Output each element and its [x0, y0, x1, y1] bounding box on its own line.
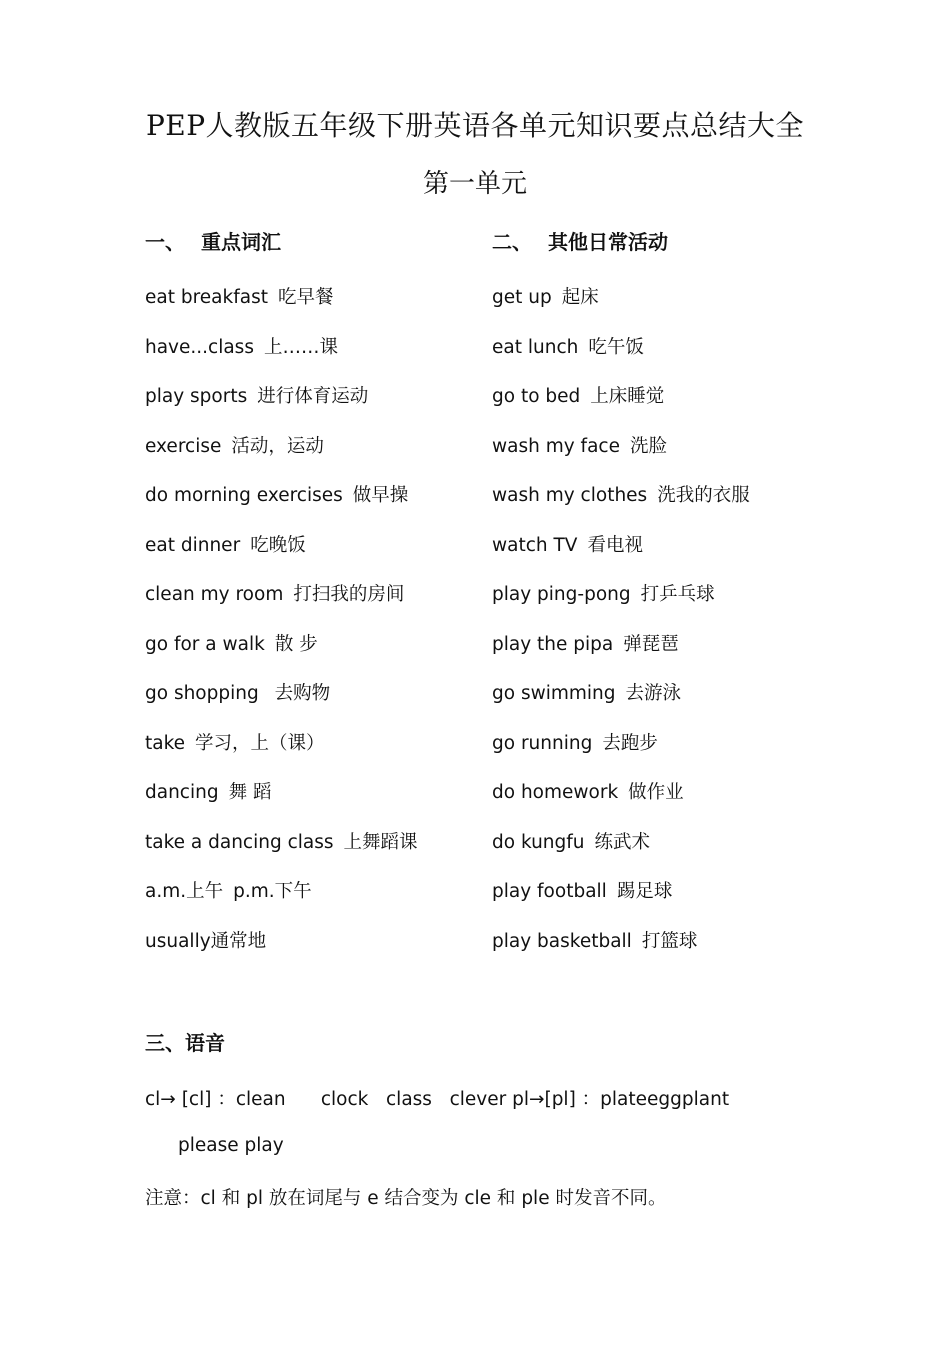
vocab-item — [145, 681, 418, 731]
english-term: have...class — [145, 336, 254, 358]
english-term: play football — [492, 881, 607, 902]
english-term: do kungfu — [492, 831, 585, 853]
chinese-meaning: 散 步 — [274, 633, 318, 655]
chinese-meaning: 上……课 — [263, 336, 338, 358]
chinese-meaning: 打扫我的房间 — [293, 584, 405, 605]
vocab-item — [492, 285, 750, 335]
vocab-item — [492, 483, 750, 533]
chinese-meaning: 上舞蹈课 — [343, 831, 418, 853]
english-term: do homework — [492, 782, 619, 803]
vocab-item — [145, 483, 418, 533]
section-heading-phonics: 三、语音 — [145, 1031, 225, 1055]
chinese-meaning: 吃晚饭 — [250, 534, 306, 556]
section-number: 二、 — [492, 230, 532, 254]
section-number: 一、 — [145, 230, 185, 254]
vocab-item — [145, 335, 418, 385]
chinese-meaning: 吃早餐 — [277, 287, 334, 308]
vocab-item — [145, 582, 418, 632]
vocab-item — [492, 681, 750, 731]
english-term: do morning exercises — [145, 485, 343, 506]
english-term: eat lunch — [492, 336, 579, 358]
vocab-item — [492, 335, 750, 385]
english-term: play ping-pong — [492, 584, 631, 605]
english-term: go for a walk — [145, 633, 265, 655]
vocab-item — [492, 929, 750, 979]
section-heading-daily-activities — [492, 226, 668, 255]
chinese-meaning: 去购物 — [274, 683, 331, 704]
english-term: go running — [492, 732, 593, 754]
english-term: take — [145, 732, 186, 754]
chinese-meaning: 看电视 — [587, 534, 643, 556]
english-term: eat breakfast — [145, 287, 268, 308]
vocab-item — [492, 780, 750, 830]
chinese-meaning: 去游泳 — [625, 683, 682, 704]
english-term: exercise — [145, 435, 222, 457]
chinese-meaning: 洗我的衣服 — [657, 485, 750, 506]
document-title: PEP人教版五年级下册英语各单元知识要点总结大全 — [145, 109, 805, 142]
chinese-meaning: p.m.下午 — [233, 881, 312, 902]
vocab-item — [492, 731, 750, 781]
english-term: go shopping — [145, 683, 265, 704]
unit-title: 第一单元 — [422, 169, 527, 199]
vocab-item — [145, 929, 418, 979]
chinese-meaning: 起床 — [561, 287, 599, 308]
chinese-meaning: 弹琵琶 — [623, 633, 679, 655]
chinese-meaning: 活动，运动 — [231, 435, 324, 457]
vocab-item — [492, 582, 750, 632]
section-heading-key-vocabulary — [145, 226, 281, 255]
section-title: 重点词汇 — [201, 230, 281, 254]
chinese-meaning: 进行体育运动 — [257, 386, 369, 407]
vocab-item — [145, 879, 418, 929]
chinese-meaning: 吃午饭 — [588, 336, 644, 358]
chinese-meaning: 舞 蹈 — [228, 782, 272, 803]
vocab-item — [145, 384, 418, 434]
chinese-meaning: 打篮球 — [641, 930, 698, 952]
vocab-item — [145, 434, 418, 484]
vocab-item — [145, 830, 418, 880]
vocab-item — [492, 384, 750, 434]
vocab-item — [145, 632, 418, 682]
vocabulary-list — [145, 285, 418, 978]
chinese-meaning: 洗脸 — [629, 435, 667, 457]
vocab-item — [492, 533, 750, 583]
chinese-meaning: 做早操 — [352, 485, 409, 506]
english-term: dancing — [145, 782, 219, 803]
phonics-note: 注意：cl 和 pl 放在词尾与 e 结合变为 cle 和 ple 时发音不同。 — [145, 1188, 667, 1209]
vocab-item — [492, 434, 750, 484]
activities-list — [492, 285, 750, 978]
chinese-meaning: 练武术 — [594, 831, 651, 853]
phonics-line: cl→ [cl] ：clean clock class clever pl→[pl] ：plateeggplant — [145, 1089, 730, 1110]
english-term: wash my clothes — [492, 485, 648, 506]
vocab-item — [145, 285, 418, 335]
vocab-item — [492, 830, 750, 880]
english-term: eat dinner — [145, 534, 241, 556]
english-term: play sports — [145, 386, 248, 407]
english-term: play the pipa — [492, 633, 614, 655]
vocab-item — [145, 731, 418, 781]
chinese-meaning: 打乒乓球 — [640, 584, 715, 605]
english-term: go to bed — [492, 386, 581, 407]
chinese-meaning: 学习，上（课） — [195, 732, 325, 754]
chinese-meaning: 去跑步 — [602, 732, 658, 754]
phonics-line-continued: please play — [178, 1135, 284, 1156]
chinese-meaning: 踢足球 — [616, 881, 673, 902]
chinese-meaning: 做作业 — [628, 782, 684, 803]
vocab-item — [492, 632, 750, 682]
english-term: usually通常地 — [145, 930, 267, 952]
vocab-item — [145, 780, 418, 830]
english-term: a.m.上午 — [145, 881, 224, 902]
english-term: get up — [492, 287, 552, 308]
english-term: watch TV — [492, 534, 578, 556]
chinese-meaning: 上床睡觉 — [590, 386, 665, 407]
english-term: clean my room — [145, 584, 284, 605]
section-title: 其他日常活动 — [548, 230, 668, 254]
english-term: take a dancing class — [145, 831, 334, 853]
english-term: play basketball — [492, 930, 632, 952]
vocab-item — [492, 879, 750, 929]
english-term: wash my face — [492, 435, 620, 457]
vocab-item — [145, 533, 418, 583]
english-term: go swimming — [492, 683, 616, 704]
